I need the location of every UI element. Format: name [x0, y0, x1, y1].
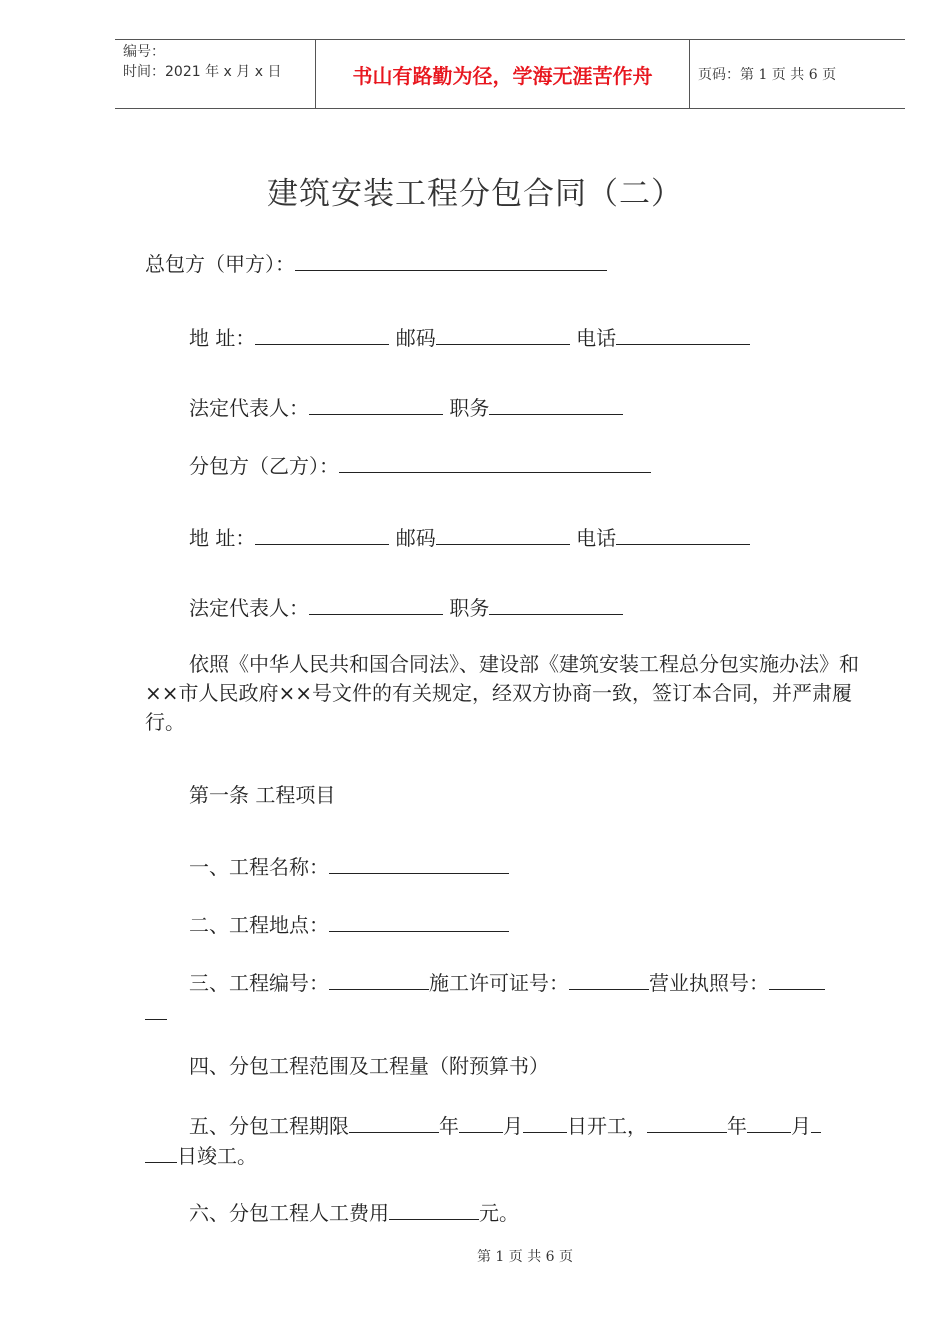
party-b-rep-line: [189, 592, 623, 623]
project-number-blank[interactable]: [329, 967, 429, 990]
project-name-line: [189, 851, 509, 882]
party-b-rep-label: 法定代表人：: [189, 596, 309, 620]
party-b-address-blank[interactable]: [255, 522, 389, 545]
party-b-position-blank[interactable]: [489, 592, 623, 615]
party-a-address-blank[interactable]: [255, 322, 389, 345]
party-a-line: [145, 248, 607, 279]
start-year-blank[interactable]: [349, 1110, 439, 1133]
party-a-postcode-blank[interactable]: [436, 322, 570, 345]
end-month-blank[interactable]: [747, 1110, 791, 1133]
page-header: [115, 39, 905, 109]
party-b-phone-blank[interactable]: [616, 522, 750, 545]
page-footer: 第 1 页 共 6 页: [476, 1249, 574, 1265]
party-a-rep-blank[interactable]: [309, 392, 443, 415]
party-b-blank[interactable]: [339, 450, 651, 473]
article-1-heading: 第一条 工程项目: [189, 783, 336, 807]
period-line-cont: [145, 1140, 257, 1171]
start-day-label: 日开工，: [567, 1114, 647, 1138]
labor-cost-unit: 元。: [479, 1201, 519, 1225]
intro-text: 依照《中华人民共和国合同法》、建设部《建筑安装工程总分包实施办法》和××市人民政府××号文件的有关规定，经双方协商一致，签订本合同，并严肃履行。: [145, 652, 859, 734]
project-location-line: [189, 909, 509, 940]
header-meta: [115, 40, 315, 108]
party-b-postcode-blank[interactable]: [436, 522, 570, 545]
end-day-blank-cont[interactable]: [145, 1140, 177, 1163]
document-title: 建筑安装工程分包合同（二）: [267, 176, 683, 212]
permit-number-label: 施工许可证号：: [429, 971, 569, 995]
party-a-address-label: 地 址：: [189, 326, 256, 350]
labor-cost-line: [189, 1197, 519, 1228]
start-month-label: 月: [503, 1114, 523, 1138]
intro-paragraph: [145, 650, 875, 737]
project-number-label: 三、工程编号：: [189, 971, 329, 995]
header-motto: 书山有路勤为径，学海无涯苦作舟: [315, 40, 690, 108]
start-year-label: 年: [439, 1114, 459, 1138]
project-location-label: 二、工程地点：: [189, 913, 329, 937]
end-year-label: 年: [727, 1114, 747, 1138]
party-b-rep-blank[interactable]: [309, 592, 443, 615]
party-b-position-label: 职务: [449, 596, 490, 620]
project-name-blank[interactable]: [329, 851, 509, 874]
party-a-position-blank[interactable]: [489, 392, 623, 415]
party-a-rep-line: [189, 392, 623, 423]
project-number-line: [189, 967, 825, 998]
party-a-blank[interactable]: [295, 248, 607, 271]
party-a-position-label: 职务: [449, 396, 490, 420]
period-label: 五、分包工程期限: [189, 1114, 349, 1138]
party-a-phone-blank[interactable]: [616, 322, 750, 345]
party-b-postcode-label: 邮码: [395, 526, 436, 550]
party-b-line: [189, 450, 651, 481]
start-month-blank[interactable]: [459, 1110, 503, 1133]
document-number-label: 编号：: [123, 44, 165, 60]
labor-cost-label: 六、分包工程人工费用: [189, 1201, 389, 1225]
permit-number-blank[interactable]: [569, 967, 649, 990]
scope-line: 四、分包工程范围及工程量（附预算书）: [189, 1054, 549, 1078]
end-day-label: 日竣工。: [177, 1144, 257, 1168]
end-year-blank[interactable]: [647, 1110, 727, 1133]
party-a-address-line: [189, 322, 750, 353]
business-license-blank-cont[interactable]: [145, 997, 167, 1020]
party-a-rep-label: 法定代表人：: [189, 396, 309, 420]
project-location-blank[interactable]: [329, 909, 509, 932]
end-day-blank[interactable]: [811, 1110, 821, 1133]
header-page-info: 页码：第 1 页 共 6 页: [698, 67, 837, 83]
end-month-label: 月: [791, 1114, 811, 1138]
party-b-phone-label: 电话: [576, 526, 617, 550]
business-license-blank[interactable]: [769, 967, 825, 990]
party-a-postcode-label: 邮码: [395, 326, 436, 350]
start-day-blank[interactable]: [523, 1110, 567, 1133]
party-b-label: 分包方（乙方）：: [189, 454, 339, 478]
document-time-label: 时间：2021 年 x 月 x 日: [123, 64, 282, 80]
party-a-label: 总包方（甲方）：: [145, 252, 295, 276]
business-license-label: 营业执照号：: [649, 971, 769, 995]
period-line: [189, 1110, 821, 1141]
party-b-address-label: 地 址：: [189, 526, 256, 550]
party-a-phone-label: 电话: [576, 326, 617, 350]
party-b-address-line: [189, 522, 750, 553]
business-license-continuation: [145, 997, 167, 1028]
labor-cost-blank[interactable]: [389, 1197, 479, 1220]
project-name-label: 一、工程名称：: [189, 855, 329, 879]
